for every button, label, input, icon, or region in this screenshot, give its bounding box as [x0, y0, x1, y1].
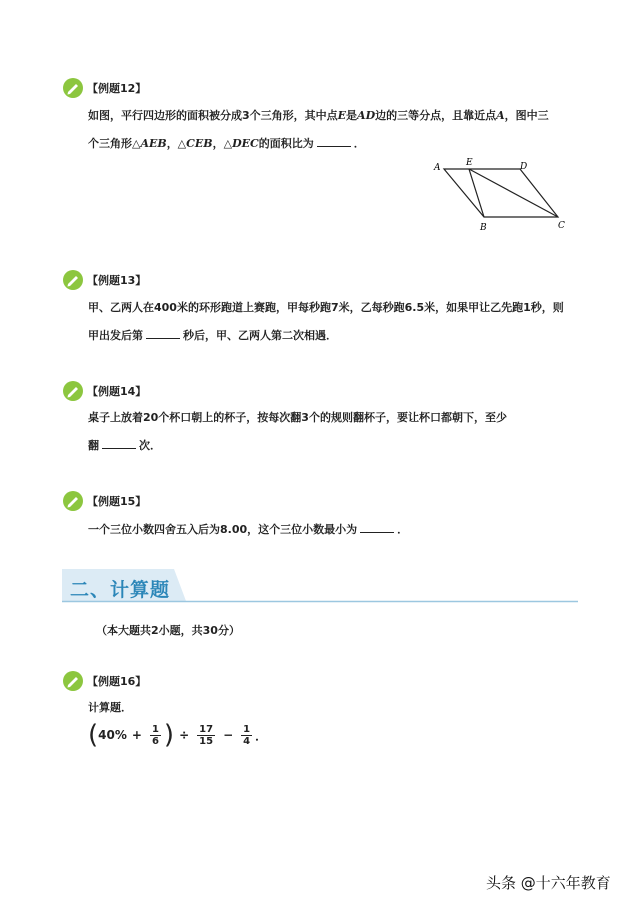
problem-14-header: [62, 380, 146, 402]
answer-blank: [317, 136, 351, 147]
problem-15-line-1: 一个三位小数四舍五入后为8.00，这个三位小数最小为 ．: [88, 523, 409, 536]
vertex-label-c: C: [558, 221, 565, 231]
problem-14-line-1: 桌子上放着20个杯口朝上的杯子，按每次翻3个的规则翻杯子，要让杯口都朝下，至少: [88, 411, 507, 424]
problem-12-line-2: 个三角形△AEB，△CEB，△DEC的面积比为 ．: [88, 137, 365, 150]
problem-label: 【例题14】: [87, 385, 147, 398]
problem-label: 【例题13】: [87, 274, 147, 287]
watermark: 头条 @十六年教育: [486, 874, 611, 892]
pencil-icon: [62, 77, 84, 99]
problem-label: 【例题16】: [87, 675, 147, 688]
vertex-label-b: B: [480, 223, 487, 233]
problem-label: 【例题15】: [87, 495, 147, 508]
section-title: 二、计算题: [70, 579, 171, 601]
problem-12-line-1: 如图，平行四边形的面积被分成3个三角形，其中点E是AD边的三等分点，且靠近点A，图中三: [88, 109, 549, 122]
fraction: $\frac{1}{6}$: [151, 723, 159, 747]
fraction: $\frac{1}{4}$: [243, 723, 251, 747]
problem-13-line-1: 甲、乙两人在400米的环形跑道上赛跑，甲每秒跑7米，乙每秒跑6.5米，如果甲让乙先跑1秒，则: [88, 301, 564, 314]
problem-15-header: [62, 490, 146, 512]
pencil-icon: [62, 490, 84, 512]
vertex-label-d: D: [520, 162, 528, 172]
problem-16-line-1: 计算题．: [88, 701, 132, 714]
problem-14-line-2: 翻 次．: [88, 439, 161, 452]
answer-blank: [102, 438, 136, 449]
parallelogram-figure: [428, 155, 574, 235]
problem-13-header: [62, 269, 146, 291]
vertex-label-e: E: [466, 158, 473, 168]
answer-blank: [146, 328, 180, 339]
problem-label: 【例题12】: [87, 82, 147, 95]
answer-blank: [360, 522, 394, 533]
section-note: （本大题共2小题，共30分）: [96, 624, 240, 637]
vertex-label-a: A: [434, 163, 441, 173]
pencil-icon: [62, 269, 84, 291]
pencil-icon: [62, 380, 84, 402]
fraction: $\frac{17}{15}$: [199, 723, 214, 747]
formula: ( 40% + $\frac{1}{6}$ ) ÷ $\frac{17}{15}$ − $\frac{1}{4}$ ．: [88, 720, 268, 750]
pencil-icon: [62, 670, 84, 692]
problem-12-header: [62, 77, 146, 99]
problem-16-header: [62, 670, 146, 692]
problem-13-line-2: 甲出发后第 秒后，甲、乙两人第二次相遇．: [88, 329, 337, 342]
